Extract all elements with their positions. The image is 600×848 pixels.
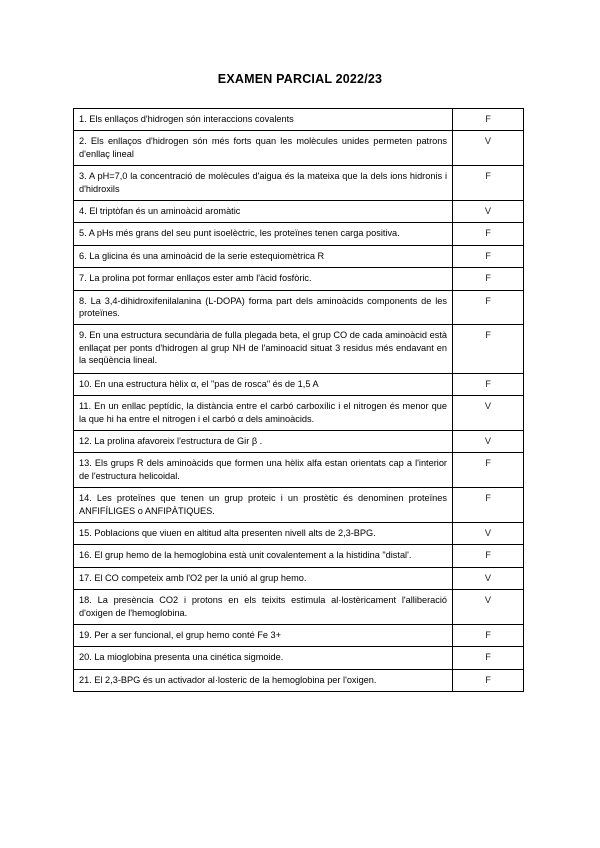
question-text: 14. Les proteïnes que tenen un grup proteic i un prostètic és denominen proteïnes ANFIFÍLIGES o ANFIPÀTIQUES. — [74, 488, 453, 523]
question-text: 12. La prolina afavoreix l'estructura de Gir β . — [74, 430, 453, 452]
answer-cell: V — [453, 567, 524, 589]
table-row — [74, 290, 524, 325]
table-row — [74, 109, 524, 131]
question-text: 1. Els enllaços d'hidrogen són interaccions covalents — [74, 109, 453, 131]
page-title: EXAMEN PARCIAL 2022/23 — [217, 72, 383, 86]
answer-cell: F — [453, 245, 524, 267]
answer-cell: V — [453, 430, 524, 452]
table-row — [74, 325, 524, 373]
question-text: 19. Per a ser funcional, el grup hemo conté Fe 3+ — [74, 624, 453, 646]
answer-cell: F — [453, 545, 524, 567]
question-text: 8. La 3,4-dihidroxifenilalanina (L-DOPA) forma part dels aminoàcids components de les proteïnes. — [74, 290, 453, 325]
question-text: 5. A pHs més grans del seu punt isoelèctric, les proteïnes tenen carga positiva. — [74, 223, 453, 245]
table-row — [74, 201, 524, 223]
question-text: 20. La mioglobina presenta una cinética sigmoide. — [74, 647, 453, 669]
question-text: 10. En una estructura hèlix α, el "pas de rosca" és de 1,5 A — [74, 373, 453, 395]
question-text: 4. El triptòfan és un aminoàcid aromàtic — [74, 201, 453, 223]
answer-cell: V — [453, 590, 524, 625]
question-text: 3. A pH=7,0 la concentració de molècules d'aigua és la mateixa que la dels ions hidronis i d'hidroxils — [74, 166, 453, 201]
answer-cell: F — [453, 488, 524, 523]
question-text: 2. Els enllaços d'hidrogen són més forts quan les molècules unides permeten patrons d'enllaç lineal — [74, 131, 453, 166]
question-text: 11. En un enllac peptídic, la distància entre el carbó carboxílic i el nitrogen és menor que la que hi ha entre el nitrogen i el carbó α dels aminoàcids. — [74, 396, 453, 431]
table-row — [74, 223, 524, 245]
question-text: 16. El grup hemo de la hemoglobina està unit covalentement a la histidina "distal'. — [74, 545, 453, 567]
question-text: 18. La presència CO2 i protons en els teixits estimula al·lostèricament l'alliberació d'oxigen de l'hemoglobina. — [74, 590, 453, 625]
answer-cell: V — [453, 396, 524, 431]
answer-cell: F — [453, 223, 524, 245]
question-text: 9. En una estructura secundària de fulla plegada beta, el grup CO de cada aminoàcid està enllaçat per ponts d'hidrogen al grup NH de l'aminoacid situat 3 residus més endavant en la seqüència lineal. — [74, 325, 453, 373]
questions-table — [73, 108, 524, 692]
answer-cell: F — [453, 325, 524, 373]
question-text: 7. La prolina pot formar enllaços ester amb l'àcid fosfòric. — [74, 268, 453, 290]
table-row — [74, 590, 524, 625]
answer-cell: V — [453, 201, 524, 223]
answer-cell: F — [453, 453, 524, 488]
answer-cell: V — [453, 131, 524, 166]
answer-cell: F — [453, 109, 524, 131]
question-text: 6. La glicina és una aminoàcid de la serie estequiomètrica R — [74, 245, 453, 267]
answer-cell: V — [453, 522, 524, 544]
table-row — [74, 522, 524, 544]
question-text: 21. El 2,3-BPG és un activador al·losteric de la hemoglobina per l'oxigen. — [74, 669, 453, 691]
table-row — [74, 131, 524, 166]
table-row — [74, 488, 524, 523]
table-row — [74, 567, 524, 589]
table-row — [74, 430, 524, 452]
table-row — [74, 245, 524, 267]
table-row — [74, 166, 524, 201]
question-text: 13. Els grups R dels aminoàcids que formen una hèlix alfa estan orientats cap a l'interior de l'estructura helicoidal. — [74, 453, 453, 488]
question-text: 17. El CO competeix amb l'O2 per la unió al grup hemo. — [74, 567, 453, 589]
table-row — [74, 647, 524, 669]
table-row — [74, 268, 524, 290]
table-row — [74, 669, 524, 691]
table-row — [74, 453, 524, 488]
answer-cell: F — [453, 290, 524, 325]
answer-cell: F — [453, 268, 524, 290]
answer-cell: F — [453, 166, 524, 201]
question-text: 15. Poblacions que viuen en altitud alta presenten nivell alts de 2,3-BPG. — [74, 522, 453, 544]
answer-cell: F — [453, 373, 524, 395]
answer-cell: F — [453, 647, 524, 669]
table-row — [74, 545, 524, 567]
answer-cell: F — [453, 669, 524, 691]
table-row — [74, 624, 524, 646]
table-row — [74, 373, 524, 395]
answer-cell: F — [453, 624, 524, 646]
table-row — [74, 396, 524, 431]
